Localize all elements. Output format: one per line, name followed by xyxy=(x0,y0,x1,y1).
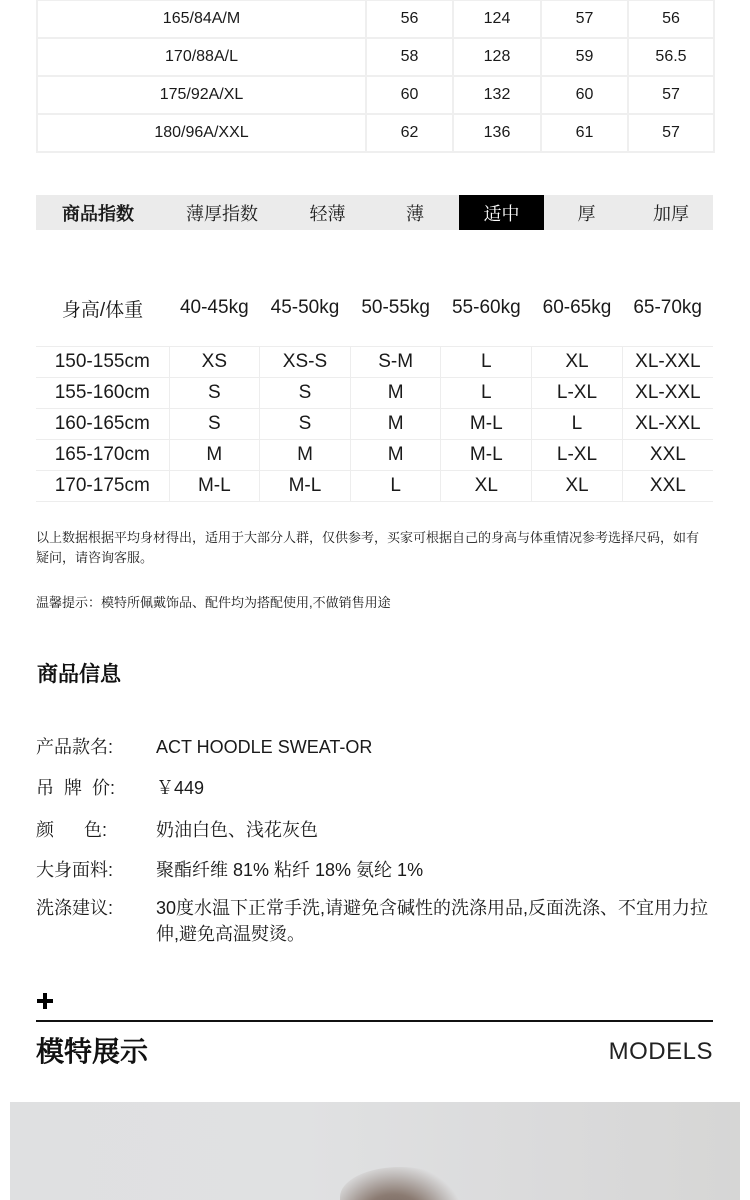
size-chart-table xyxy=(36,346,713,502)
size-cell: M-L xyxy=(441,440,532,471)
value-cell: 60 xyxy=(366,76,453,114)
info-row-tag-price xyxy=(36,775,716,801)
value-cell: 57 xyxy=(541,0,628,38)
info-value: 奶油白色、浅花灰色 xyxy=(156,820,318,840)
table-row xyxy=(37,38,714,76)
value-cell: 56.5 xyxy=(628,38,714,76)
info-value: ACT HOODLE SWEAT-OR xyxy=(156,737,373,757)
value-cell: 57 xyxy=(628,114,714,152)
thickness-bar-label: 薄厚指数 xyxy=(186,203,258,224)
size-cell: 165/84A/M xyxy=(37,0,366,38)
info-row-style-name xyxy=(36,734,716,760)
size-cell: 170/88A/L xyxy=(37,38,366,76)
size-cell: M xyxy=(260,440,351,471)
models-title: 模特展示 xyxy=(36,1036,149,1067)
models-subtitle: MODELS xyxy=(608,1038,713,1065)
value-cell: 56 xyxy=(366,0,453,38)
height-cell: 165-170cm xyxy=(36,440,169,471)
table-row xyxy=(36,440,713,471)
size-cell: L-XL xyxy=(532,378,623,409)
size-cell: XS-S xyxy=(260,347,351,378)
size-cell: XL-XXL xyxy=(622,409,713,440)
size-cell: M xyxy=(350,378,441,409)
height-cell: 155-160cm xyxy=(36,378,169,409)
table-row xyxy=(37,76,714,114)
measurement-table xyxy=(36,0,715,153)
size-disclaimer: 以上数据根据平均身材得出，适用于大部分人群，仅供参考，买家可根据自己的身高与体重情况参考选择尺码，如有疑问，请咨询客服。 xyxy=(36,530,700,565)
product-info-title: 商品信息 xyxy=(37,663,121,686)
info-label: 洗涤建议: xyxy=(36,898,114,918)
corner-header: 身高/体重 xyxy=(61,299,144,321)
size-cell: L xyxy=(441,378,532,409)
size-cell: L xyxy=(441,347,532,378)
size-cell: M xyxy=(169,440,260,471)
info-value: ￥449 xyxy=(156,778,205,798)
size-cell: XL-XXL xyxy=(622,347,713,378)
size-cell: XL xyxy=(532,471,623,502)
section-divider xyxy=(36,1020,713,1022)
size-cell: XXL xyxy=(622,471,713,502)
value-cell: 124 xyxy=(453,0,541,38)
size-cell: M-L xyxy=(441,409,532,440)
size-cell: XS xyxy=(169,347,260,378)
info-row-care xyxy=(36,895,716,947)
info-value: 30度水温下正常手洗,请避免含碱性的洗涤用品,反面洗涤、不宜用力拉伸,避免高温熨烫。 xyxy=(156,898,709,944)
height-cell: 160-165cm xyxy=(36,409,169,440)
size-cell: M xyxy=(350,409,441,440)
value-cell: 62 xyxy=(366,114,453,152)
table-row xyxy=(36,378,713,409)
info-row-color xyxy=(36,817,716,843)
size-chart-header xyxy=(36,290,713,326)
weight-header: 60-65kg xyxy=(542,297,612,318)
table-row xyxy=(37,0,714,38)
weight-header: 40-45kg xyxy=(179,297,249,318)
size-cell: XL xyxy=(441,471,532,502)
size-cell: M xyxy=(350,440,441,471)
value-cell: 136 xyxy=(453,114,541,152)
weight-header: 50-55kg xyxy=(361,297,430,318)
size-cell: L xyxy=(350,471,441,502)
info-label: 产品款名: xyxy=(36,737,114,757)
size-cell: 180/96A/XXL xyxy=(37,114,366,152)
size-cell: XL xyxy=(532,347,623,378)
table-row xyxy=(36,409,713,440)
size-cell: S xyxy=(260,378,351,409)
size-cell: L-XL xyxy=(532,440,623,471)
info-label: 颜 色: xyxy=(36,820,108,840)
size-cell: S-M xyxy=(350,347,441,378)
thickness-option-very-thin: 轻薄 xyxy=(309,203,346,224)
thickness-bar-title: 商品指数 xyxy=(62,203,134,224)
size-cell: S xyxy=(169,409,260,440)
info-row-fabric xyxy=(36,857,716,883)
thickness-option-thick: 厚 xyxy=(577,203,596,224)
size-cell: S xyxy=(169,378,260,409)
weight-header: 45-50kg xyxy=(270,297,340,318)
height-cell: 170-175cm xyxy=(36,471,169,502)
model-hair-image xyxy=(340,1167,460,1200)
value-cell: 128 xyxy=(453,38,541,76)
model-photo xyxy=(10,1102,740,1200)
info-label: 吊 牌 价: xyxy=(36,778,116,798)
size-cell: 175/92A/XL xyxy=(37,76,366,114)
height-cell: 150-155cm xyxy=(36,347,169,378)
info-value: 聚酯纤维 81% 粘纤 18% 氨纶 1% xyxy=(156,860,424,880)
plus-icon xyxy=(36,992,54,1010)
weight-header: 65-70kg xyxy=(633,297,702,318)
size-cell: M-L xyxy=(260,471,351,502)
weight-header: 55-60kg xyxy=(451,297,521,318)
thickness-option-very-thick: 加厚 xyxy=(653,203,689,224)
size-cell: M-L xyxy=(169,471,260,502)
value-cell: 61 xyxy=(541,114,628,152)
size-cell: XL-XXL xyxy=(622,378,713,409)
value-cell: 60 xyxy=(541,76,628,114)
value-cell: 132 xyxy=(453,76,541,114)
size-cell: S xyxy=(260,409,351,440)
thickness-index-bar xyxy=(36,195,713,230)
table-row xyxy=(36,471,713,502)
table-row xyxy=(37,114,714,152)
size-cell: L xyxy=(532,409,623,440)
accessory-tip: 温馨提示：模特所佩戴饰品、配件均为搭配使用,不做销售用途 xyxy=(36,595,391,610)
value-cell: 58 xyxy=(366,38,453,76)
value-cell: 59 xyxy=(541,38,628,76)
thickness-option-thin: 薄 xyxy=(406,203,424,224)
table-row xyxy=(36,347,713,378)
value-cell: 57 xyxy=(628,76,714,114)
value-cell: 56 xyxy=(628,0,714,38)
size-cell: XXL xyxy=(622,440,713,471)
thickness-option-medium-selected: 适中 xyxy=(459,195,544,230)
info-label: 大身面料: xyxy=(36,860,114,880)
